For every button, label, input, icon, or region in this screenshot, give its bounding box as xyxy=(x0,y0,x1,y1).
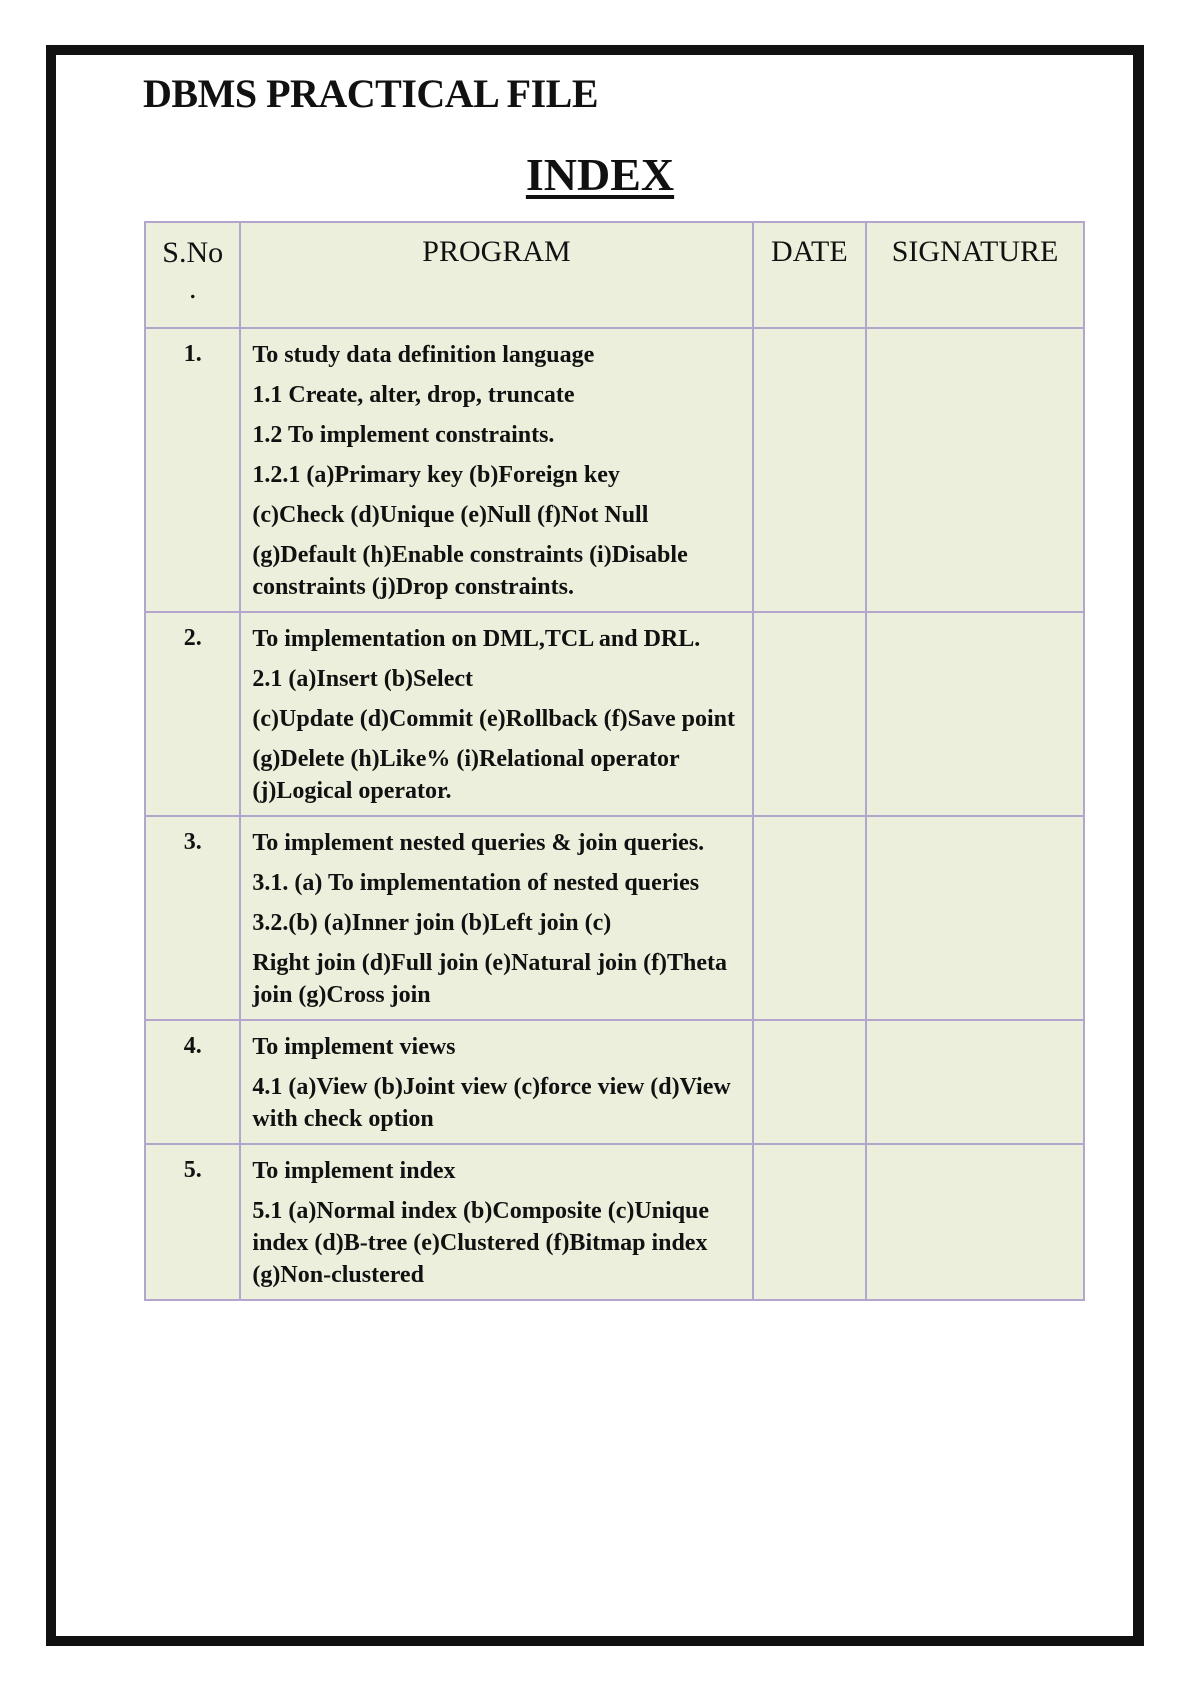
row-signature xyxy=(866,816,1084,1020)
table-row xyxy=(145,328,1084,612)
table-row xyxy=(145,612,1084,816)
row-date xyxy=(753,1144,866,1300)
program-line: 3.2.(b) (a)Inner join (b)Left join (c) xyxy=(252,910,612,936)
header-signature: SIGNATURE xyxy=(866,222,1084,328)
row-date xyxy=(753,1020,866,1144)
row-sno: 1. xyxy=(145,328,240,612)
header-program: PROGRAM xyxy=(240,222,752,328)
row-sno: 4. xyxy=(145,1020,240,1144)
table-row xyxy=(145,1020,1084,1144)
program-line: To implement views xyxy=(252,1034,456,1060)
row-program xyxy=(240,816,752,1020)
program-line: (g)Default (h)Enable constraints (i)Disable constraints (j)Drop constraints. xyxy=(252,542,688,600)
row-signature xyxy=(866,1020,1084,1144)
row-date xyxy=(753,328,866,612)
program-line: 1.2 To implement constraints. xyxy=(252,422,555,448)
program-line: (c)Update (d)Commit (e)Rollback (f)Save point xyxy=(252,706,736,732)
program-line: To implement nested queries & join queries. xyxy=(252,830,705,856)
document-title: DBMS PRACTICAL FILE xyxy=(143,71,599,116)
row-date xyxy=(753,816,866,1020)
row-date xyxy=(753,612,866,816)
program-line: 3.1. (a) To implementation of nested queries xyxy=(252,870,700,896)
program-line: 1.2.1 (a)Primary key (b)Foreign key xyxy=(252,462,620,488)
row-signature xyxy=(866,1144,1084,1300)
program-line: 1.1 Create, alter, drop, truncate xyxy=(252,382,575,408)
table-row xyxy=(145,1144,1084,1300)
program-line: To implementation on DML,TCL and DRL. xyxy=(252,626,701,652)
row-program xyxy=(240,328,752,612)
program-line: 4.1 (a)View (b)Joint view (c)force view (d)View with check option xyxy=(252,1074,731,1132)
program-line: To study data definition language xyxy=(252,342,595,368)
program-line: Right join (d)Full join (e)Natural join (f)Theta join (g)Cross join xyxy=(252,950,728,1008)
table-row xyxy=(145,816,1084,1020)
row-signature xyxy=(866,612,1084,816)
table-header-row xyxy=(145,222,1084,328)
program-line: To implement index xyxy=(252,1158,456,1184)
index-heading: INDEX xyxy=(525,149,675,200)
row-sno: 2. xyxy=(145,612,240,816)
row-signature xyxy=(866,328,1084,612)
row-sno: 3. xyxy=(145,816,240,1020)
header-date: DATE xyxy=(753,222,866,328)
program-line: (c)Check (d)Unique (e)Null (f)Not Null xyxy=(252,502,649,528)
index-table xyxy=(144,221,1085,1301)
row-program xyxy=(240,1144,752,1300)
program-line: 5.1 (a)Normal index (b)Composite (c)Unique index (d)B-tree (e)Clustered (f)Bitmap index (g)Non-clustered xyxy=(252,1198,710,1288)
program-line: 2.1 (a)Insert (b)Select xyxy=(252,666,474,692)
row-program xyxy=(240,612,752,816)
program-line: (g)Delete (h)Like% (i)Relational operator (j)Logical operator. xyxy=(252,746,680,804)
row-sno: 5. xyxy=(145,1144,240,1300)
header-sno: S.No . xyxy=(145,222,240,328)
row-program xyxy=(240,1020,752,1144)
